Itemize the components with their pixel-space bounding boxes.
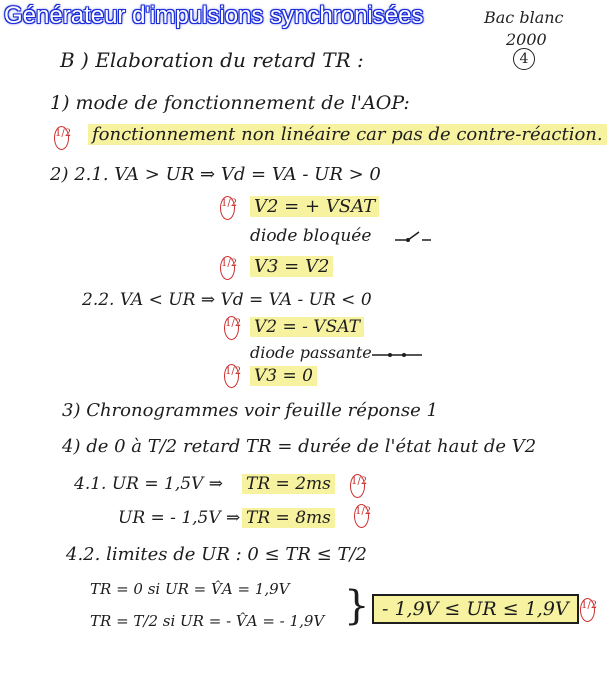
q41-line2-left: UR = - 1,5V ⇒ <box>118 508 241 528</box>
q1-heading: 1) mode de fonctionnement de l'AOP: <box>50 92 410 114</box>
q3-text: 3) Chronogrammes voir feuille réponse 1 <box>62 400 438 421</box>
grade-mark: 1/2 <box>224 364 239 388</box>
q21-v3: V3 = V2 <box>250 256 333 277</box>
q41-line1-right: TR = 2ms <box>242 474 335 494</box>
diode-blocked-icon <box>395 230 431 246</box>
q41-line2-right: TR = 8ms <box>242 508 335 528</box>
q22-v2: V2 = - VSAT <box>250 317 364 337</box>
exam-year: 2000 <box>506 30 547 49</box>
q42-result: - 1,9V ≤ UR ≤ 1,9V <box>372 594 579 624</box>
q42-line1: TR = 0 si UR = V̂A = 1,9V <box>90 580 290 598</box>
q1-answer: fonctionnement non linéaire car pas de contre-réaction. <box>88 124 607 145</box>
grade-mark: 1/2 <box>220 256 235 280</box>
q22-condition: 2.2. VA < UR ⇒ Vd = VA - UR < 0 <box>82 290 372 310</box>
exam-label: Bac blanc <box>484 8 564 27</box>
grade-mark: 1/2 <box>54 126 69 150</box>
section-title: B ) Elaboration du retard TR : <box>60 48 364 72</box>
q42-heading: 4.2. limites de UR : 0 ≤ TR ≤ T/2 <box>66 544 367 565</box>
q42-line2: TR = T/2 si UR = - V̂A = - 1,9V <box>90 612 325 630</box>
page-title: Générateur d'impulsions synchronisées <box>4 2 424 29</box>
q41-line1-left: 4.1. UR = 1,5V ⇒ <box>74 474 223 494</box>
q21-diode: diode bloquée <box>250 226 372 246</box>
grade-mark: 1/2 <box>580 598 595 622</box>
q22-v3: V3 = 0 <box>250 366 317 386</box>
brace-symbol: } <box>344 583 370 629</box>
grade-mark: 1/2 <box>350 474 365 498</box>
q21-condition: 2) 2.1. VA > UR ⇒ Vd = VA - UR > 0 <box>50 164 381 185</box>
grade-mark: 1/2 <box>220 196 235 220</box>
q21-v2: V2 = + VSAT <box>250 196 379 217</box>
grade-mark: 1/2 <box>354 504 369 528</box>
grade-mark: 1/2 <box>224 316 239 340</box>
page-number: 4 <box>513 48 535 70</box>
q4-heading: 4) de 0 à T/2 retard TR = durée de l'état haut de V2 <box>62 436 537 457</box>
diode-conducting-icon <box>372 347 422 361</box>
q22-diode: diode passante <box>250 343 372 362</box>
